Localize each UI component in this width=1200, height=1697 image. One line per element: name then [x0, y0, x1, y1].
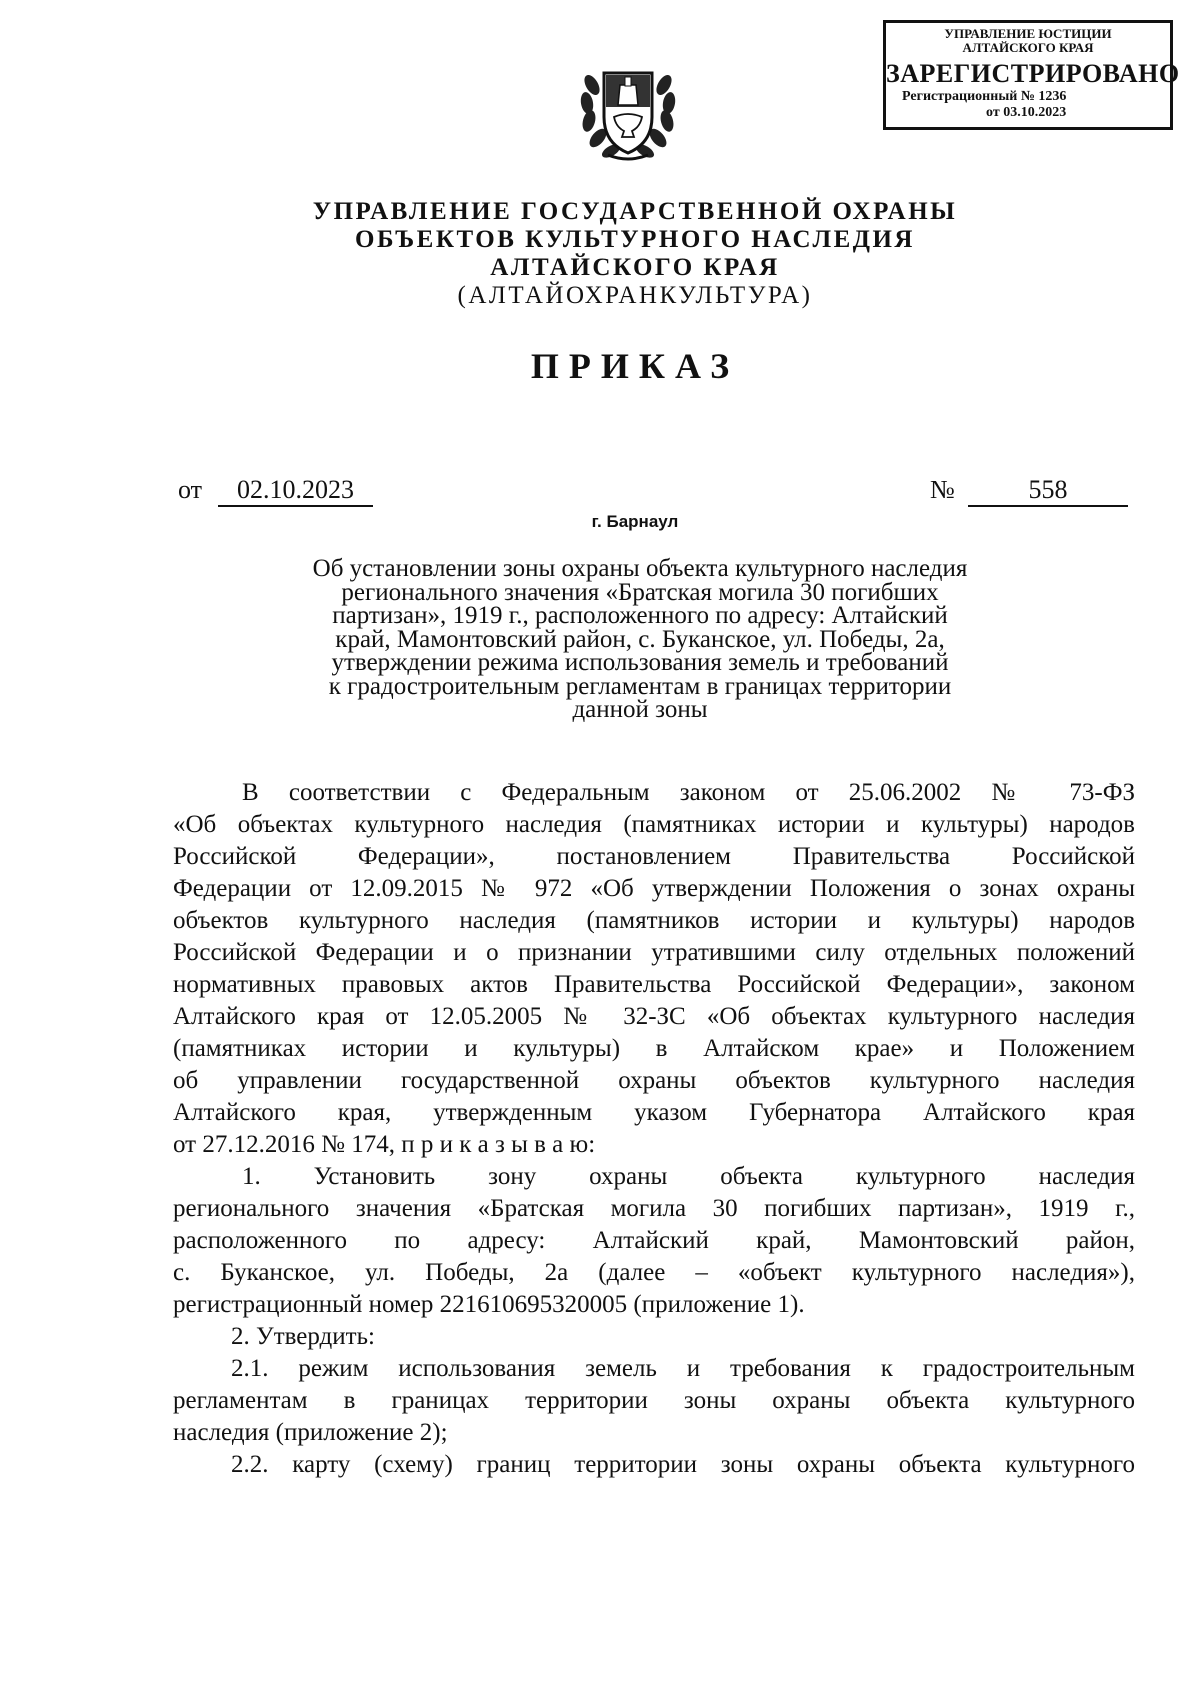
subject-line: регионального значения «Братская могила 30 погибших [341, 578, 939, 606]
body-line: Алтайского края от 12.05.2005 № 32-ЗС «Об объектах культурного наследия [173, 1003, 1135, 1030]
order-date: 02.10.2023 [218, 475, 373, 507]
body-line: Алтайского края, утвержденным указом Губернатора Алтайского края [173, 1099, 1135, 1126]
order-number: 558 [968, 475, 1128, 507]
body-line: объектов культурного наследия (памятников истории и культуры) народов [173, 907, 1135, 934]
clause-1-line: регионального значения «Братская могила 30 погибших партизан», 1919 г., [173, 1195, 1135, 1222]
registration-stamp [883, 20, 1180, 130]
org-abbreviation: (АЛТАЙОХРАНКУЛЬТУРА) [457, 282, 813, 309]
body-line: от 27.12.2016 № 174, п р и к а з ы в а ю: [173, 1131, 596, 1158]
city-label: г. Барнаул [591, 512, 679, 531]
clause-1-line: регистрационный номер 221610695320005 (приложение 1). [173, 1291, 805, 1318]
body-line: Российской Федерации и о признании утратившими силу отдельных положений [173, 939, 1135, 966]
org-name-line1: УПРАВЛЕНИЕ ГОСУДАРСТВЕННОЙ ОХРАНЫ [312, 198, 958, 225]
subject-line: край, Мамонтовский район, с. Буканское, ул. Победы, 2а, [335, 625, 945, 653]
clause-2-2-line: 2.2. карту (схему) границ территории зоны охраны объекта культурного [231, 1451, 1135, 1478]
clause-2-1-line: регламентам в границах территории зоны охраны объекта культурного [173, 1387, 1135, 1414]
clause-1-line: расположенного по адресу: Алтайский край, Мамонтовский район, [173, 1227, 1135, 1254]
stamp-authority-line2: АЛТАЙСКОГО КРАЯ [962, 40, 1094, 55]
clause-1-line: 1. Установить зону охраны объекта культурного наследия [242, 1163, 1135, 1190]
clause-2-heading: 2. Утвердить: [231, 1323, 375, 1350]
stamp-registration-number: Регистрационный № 1236 [902, 89, 1067, 104]
stamp-registered-label: ЗАРЕГИСТРИРОВАНО [886, 59, 1180, 88]
body-line: «Об объектах культурного наследия (памятниках истории и культуры) народов [173, 811, 1135, 838]
organization-header [0, 198, 1200, 310]
stamp-registration-date: от 03.10.2023 [986, 105, 1067, 120]
subject-line: утверждении режима использования земель и требований [331, 649, 949, 676]
document-type-title: ПРИКАЗ [530, 346, 740, 386]
org-name-line3: АЛТАЙСКОГО КРАЯ [490, 254, 780, 281]
coat-of-arms-icon [578, 55, 678, 165]
org-name-line2: ОБЪЕКТОВ КУЛЬТУРНОГО НАСЛЕДИЯ [355, 226, 915, 253]
order-subject [255, 557, 1025, 722]
clause-2-1-line: 2.1. режим использования земель и требования к градостроительным [231, 1355, 1135, 1382]
clause-2-1-line: наследия (приложение 2); [173, 1419, 448, 1446]
body-line: (памятниках истории и культуры) в Алтайском крае» и Положением [173, 1035, 1135, 1062]
clause-1-line: с. Буканское, ул. Победы, 2а (далее – «объект культурного наследия»), [173, 1259, 1135, 1286]
date-label: от [178, 475, 203, 504]
subject-line: Об установлении зоны охраны объекта культурного наследия [312, 555, 968, 582]
body-line: В соответствии с Федеральным законом от 25.06.2002 № 73-ФЗ [242, 779, 1135, 806]
body-line: нормативных правовых актов Правительства Российской Федерации», законом [173, 971, 1135, 998]
body-line: Федерации от 12.09.2015 № 972 «Об утверждении Положения о зонах охраны [173, 875, 1135, 902]
stamp-authority-line1: УПРАВЛЕНИЕ ЮСТИЦИИ [944, 26, 1112, 41]
subject-line: к градостроительным регламентам в границах территории [328, 672, 952, 700]
subject-line: партизан», 1919 г., расположенного по адресу: Алтайский [332, 602, 948, 629]
body-line: об управлении государственной охраны объектов культурного наследия [173, 1067, 1135, 1094]
body-line: Российской Федерации», постановлением Правительства Российской [173, 843, 1135, 870]
subject-line: данной зоны [572, 696, 708, 723]
number-label: № [930, 475, 955, 504]
